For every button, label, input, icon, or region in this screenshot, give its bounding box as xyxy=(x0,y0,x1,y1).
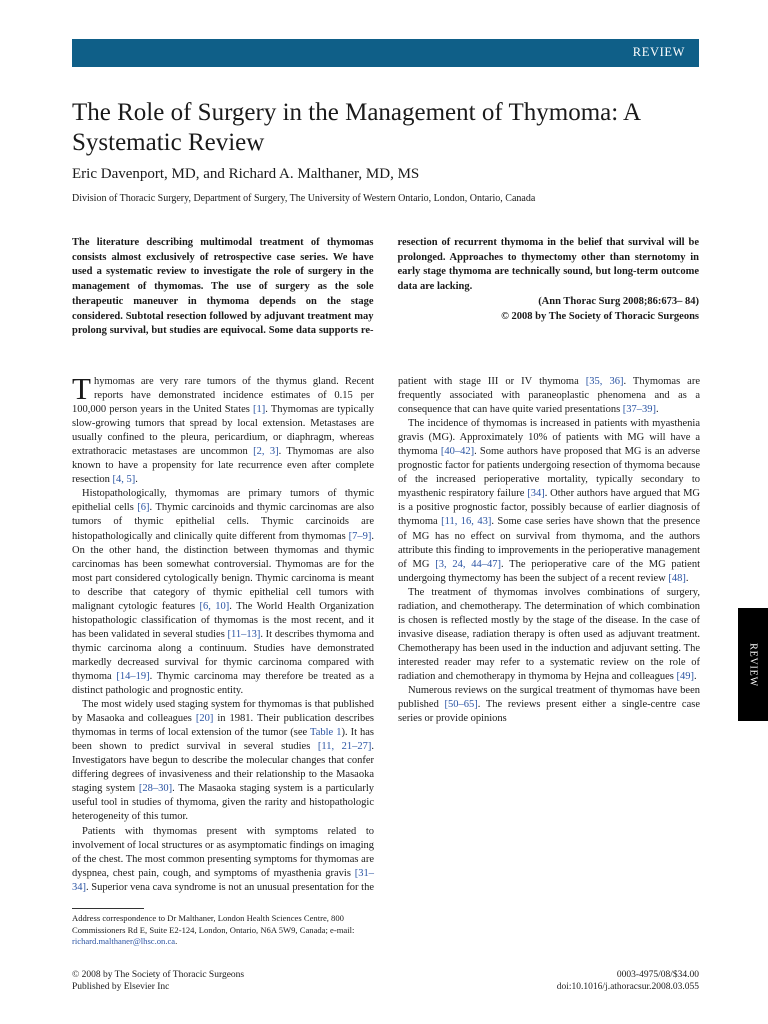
correspondence-note xyxy=(72,913,375,948)
body-text: in 1981. Their publication describes thymomas in terms of local extension of the tumor (see xyxy=(72,713,374,739)
side-tab-label: REVIEW xyxy=(747,642,759,687)
reference-link[interactable]: [3, 24, 44–47] xyxy=(435,558,501,570)
reference-link[interactable]: [48] xyxy=(668,572,686,584)
body-text: . The reviews present either a single-centre case series or provide opinions xyxy=(398,699,700,725)
footer-doi: doi:10.1016/j.athoracsur.2008.03.055 xyxy=(556,982,699,992)
reference-link[interactable]: [11, 21–27] xyxy=(317,741,372,753)
reference-link[interactable]: [34] xyxy=(527,488,545,500)
body-paragraph xyxy=(72,371,374,487)
body-text: . Thymomas are frequently associated with paraneoplastic phenomena and as a consequence that can have quite varied presentations xyxy=(398,376,701,416)
author-affiliation: Division of Thoracic Surgery, Department of Surgery, The University of Western Ontario, London, Ontario, Canada xyxy=(72,193,536,204)
body-text: . xyxy=(693,670,697,682)
reference-link[interactable]: [11, 16, 43] xyxy=(441,516,492,528)
footnote-rule xyxy=(72,908,144,909)
body-text: . Other authors have argued that MG is a positive prognostic factor, possibly because of earlier diagnosis of thymoma xyxy=(398,488,700,528)
abstract xyxy=(72,236,699,341)
body-text: . Thymomas are typically slow-growing tumors that spread by local extension. Metastases are usually confined to the pleura, pericardium, or diaphragm, whereas extrathoracic metastases are uncommon xyxy=(72,404,374,458)
body-text: . Thymic carcinoids and thymic carcinomas are also tumors of thymic epithelial cells. Thymic carcinoids are histopathologically and clinically quite different from thymomas xyxy=(72,502,375,542)
reference-link[interactable]: [40–42] xyxy=(440,446,475,458)
body-text: . Thymomas are also known to have a propensity for late recurrence even after complete resection xyxy=(72,446,374,486)
article-body xyxy=(72,371,701,907)
reference-link[interactable]: [6, 10] xyxy=(199,600,230,612)
reference-link[interactable]: [37–39] xyxy=(622,404,657,416)
body-text: Histopathologically, thymomas are primary tumors of thymic epithelial cells xyxy=(72,488,374,514)
reference-link[interactable]: [7–9] xyxy=(348,530,372,542)
reference-link[interactable]: [14–19] xyxy=(116,670,150,682)
body-text: The treatment of thymomas involves combinations of surgery, radiation, and chemotherapy. The determination of which combination is chosen is reflected mostly by the stage of the disease. In the case of invasive disease, radiation therapy is often used as adjuvant treatment. Chemotherapy has been used in the induction and adjuvant setting. The interested reader may refer to a systematic review on the role of radiation and chemotherapy in thymoma by Hejna and colleagues xyxy=(398,586,700,682)
body-text: Patients with thymomas present with symptoms related to involvement of local structures or as asymptomatic findings on imaging of the chest. The most common presenting symptoms for thymomas are dyspnea, chest pain, cough, and symptoms of myasthenia gravis xyxy=(72,825,374,879)
article-authors: Eric Davenport, MD, and Richard A. Malthaner, MD, MS xyxy=(72,166,420,182)
body-text: . Investigators have begun to describe the molecular changes that confer differing degrees of invasiveness and their relationship to the Masaoka staging system xyxy=(72,741,374,795)
side-section-tab xyxy=(738,608,768,721)
drop-cap: T xyxy=(72,371,91,406)
reference-link[interactable]: [50–65] xyxy=(444,699,478,711)
correspondence-end: . xyxy=(175,936,178,947)
body-text: The incidence of thymomas is increased in patients with myasthenia gravis (MG). Approximately 10% of patients with MG will have a thymoma xyxy=(398,418,700,458)
body-text: . Thymic carcinoma may therefore be treated as a distinct pathologic and prognostic entity. xyxy=(72,670,374,697)
section-label: REVIEW xyxy=(632,45,685,59)
body-text: . The World Health Organization histopathologic classification of thymomas is the most recent, and it has been validated in several studies xyxy=(72,600,374,640)
body-text: . xyxy=(656,404,659,416)
correspondence-text: Address correspondence to Dr Malthaner, London Health Sciences Centre, 800 Commissioners Rd E, Suite E2-124, London, Ontario, N6A 5W9, Canada; e-mail: xyxy=(72,913,355,935)
body-text: hymomas are very rare tumors of the thymus gland. Recent reports have demonstrated incidence estimates of 0.15 per 100,000 person years in the United States xyxy=(72,376,374,416)
reference-link[interactable]: [1] xyxy=(253,404,266,416)
reference-link[interactable]: [28–30] xyxy=(138,783,173,795)
body-text: . Some authors have proposed that MG is an adverse prognostic factor for patients undergoing resection of thymoma because of the increased perioperative mortality, typically secondary to myasthenic respiratory failure xyxy=(398,446,700,500)
reference-link[interactable]: [2, 3] xyxy=(253,446,279,458)
abstract-citation: (Ann Thorac Surg 2008;86:673– 84) xyxy=(538,295,699,307)
body-paragraph xyxy=(72,487,374,698)
body-text: . Superior vena cava syndrome is not an unusual presentation for the patient with stage III or IV thymoma xyxy=(86,376,586,893)
abstract-text: The literature describing multimodal treatment of thymomas consists almost exclusively of retrospective case series. We have used a systematic review to investigate the role of surgery in the management of thymomas. The use of surgery as the sole therapeutic maneuver in thymoma depends on the stage considered. Subtotal resection followed by adjuvant treatment may prolong survival, but studies are equivocal. Some data supports re-resection of recurrent thymoma in the belief that survival will be prolonged. Approaches to thymectomy other than sternotomy in early stage thymoma are technically sound, but long-term outcome data are lacking. xyxy=(72,237,699,337)
body-text: The most widely used staging system for thymomas is that published by Masaoka and colleagues xyxy=(72,699,374,725)
body-paragraph xyxy=(398,586,700,684)
body-text: . The perioperative care of the MG patient undergoing thymectomy has been the subject of a recent review xyxy=(398,558,701,584)
reference-link[interactable]: Table 1 xyxy=(310,727,342,739)
reference-link[interactable]: [11–13] xyxy=(227,628,261,640)
footer-right xyxy=(557,969,699,993)
body-paragraph xyxy=(398,417,700,586)
footer-publisher: Published by Elsevier Inc xyxy=(72,982,170,992)
footer-issn: 0003-4975/08/$34.00 xyxy=(616,970,699,980)
body-text: . xyxy=(135,474,138,486)
reference-link[interactable]: [49] xyxy=(676,670,694,682)
reference-link[interactable]: [4, 5] xyxy=(112,474,136,486)
reference-link[interactable]: [20] xyxy=(195,713,214,725)
reference-link[interactable]: [6] xyxy=(137,502,150,514)
body-paragraph xyxy=(72,698,374,824)
footer-copyright: © 2008 by The Society of Thoracic Surgeons xyxy=(72,970,245,980)
footer-left xyxy=(72,969,244,993)
reference-link[interactable]: [31–34] xyxy=(72,867,374,893)
abstract-copyright: © 2008 by The Society of Thoracic Surgeons xyxy=(501,310,699,322)
section-header-band xyxy=(72,39,699,67)
body-text: Numerous reviews on the surgical treatment of thymomas have been published xyxy=(398,685,700,711)
body-text: . It describes thymoma and thymic carcinoma along a continuum. Studies have demonstrated markedly decreased survival for thymic carcinoma compared with thymoma xyxy=(72,628,374,682)
body-text: . Some case series have shown that the presence of MG has no effect on survival from thymoma, and the authors attribute this finding to improvements in the perioperative management of MG xyxy=(398,516,700,570)
correspondence-email-link[interactable]: richard.malthaner@lhsc.on.ca xyxy=(72,936,176,947)
reference-link[interactable]: [35, 36] xyxy=(585,376,624,387)
body-text: ). It has been shown to predict survival in several studies xyxy=(72,727,374,753)
body-text: . The Masaoka staging system is a particularly useful tool in studies of thymoma, given the rarity and histopathologic heterogeneity of this tumor. xyxy=(72,783,375,823)
body-text: . On the other hand, the distinction between thymomas and thymic carcinomas has been somewhat controversial. Thymomas are for the most part considered cytologically benign. Thymic carcinoma is meant to describe that category of thymic epithelial cell tumors with malignant cytologic features xyxy=(72,530,374,612)
article-title: The Role of Surgery in the Management of Thymoma: A Systematic Review xyxy=(72,99,640,156)
body-paragraph xyxy=(398,684,700,726)
body-text: . xyxy=(685,572,689,584)
